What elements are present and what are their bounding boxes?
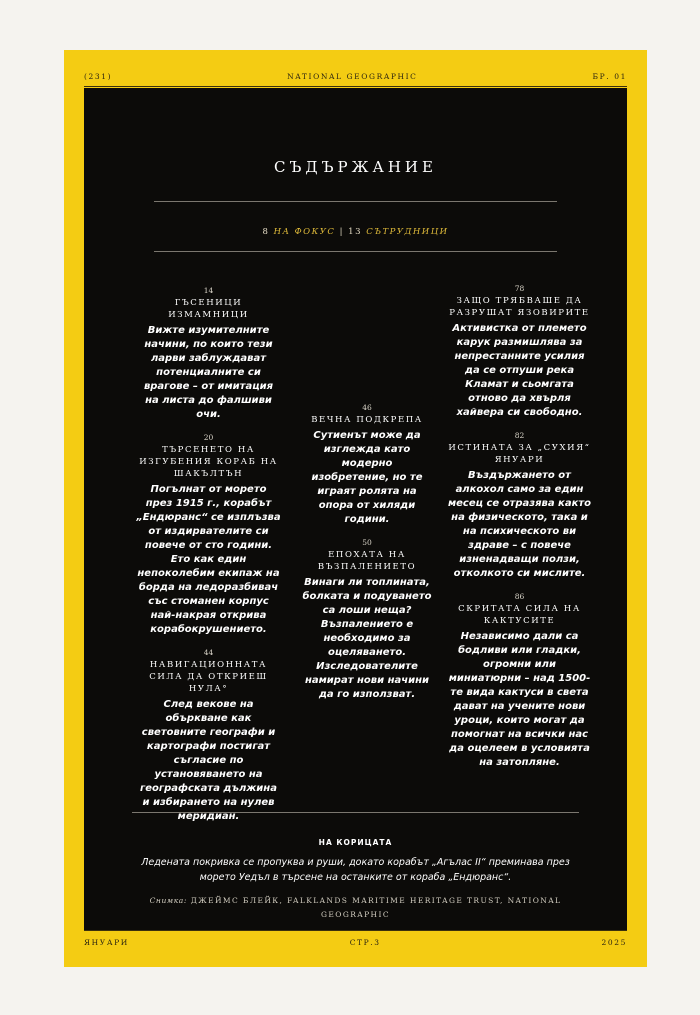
toc-item[interactable] bbox=[447, 430, 592, 581]
toc-heading: ВЕЧНА ПОДКРЕПА bbox=[311, 415, 423, 425]
featured-link-focus[interactable]: НА ФОКУС bbox=[273, 227, 336, 237]
toc-item[interactable] bbox=[302, 402, 432, 527]
featured-links bbox=[84, 227, 627, 237]
toc-summary: Въздържането от алкохол само за един месец се отразява както на физическото, така и на психическото ви здраве – с повече изненадващи ползи, отколкото си мислите. bbox=[447, 470, 592, 579]
cover-section bbox=[124, 838, 587, 922]
featured-separator: | bbox=[339, 227, 344, 237]
toc-summary: Активистка от племето карук размишлява за непрестанните усилия да се отпуши река Кламат и сьомгата отново да хвърля хайвера си свободно. bbox=[452, 323, 587, 418]
toc-summary: Вижте изумителните начини, по които тези ларви заблуждават потенциалните си врагове – от имитация на листа до фалшиви очи. bbox=[143, 325, 274, 420]
toc-heading: ТЪРСЕНЕТО НА ИЗГУБЕНИЯ КОРАБ НА ШАКЪЛТЪН bbox=[139, 445, 278, 479]
footer-month: ЯНУАРИ bbox=[84, 938, 129, 947]
toc-page-number: 50 bbox=[362, 538, 372, 547]
toc-heading: СКРИТАТА СИЛА НА КАКТУСИТЕ bbox=[458, 604, 581, 626]
toc-heading: ИСТИНАТА ЗА „СУХИЯ“ ЯНУАРИ bbox=[448, 443, 591, 465]
cover-caption: Ледената покривка се пропуква и руши, докато корабът „Агълас II“ преминава през морето Уедъл в търсене на останките от кораба „Ендюранс“. bbox=[141, 857, 570, 883]
contents-column-right bbox=[447, 283, 592, 780]
toc-summary: След векове на объркване как световните географи и картографи постигат съгласие по установяването на географската дължина и избирането на нулев меридиан. bbox=[140, 699, 277, 822]
toc-summary: Погълнат от морето през 1915 г., корабът „Ендюранс“ се изплъзва от издирвателите си повече от сто години. Ето как един непоколебим екипаж на борда на ледоразбивач със стоманен корпус най-накрая открива корабокрушението. bbox=[136, 484, 281, 635]
contents-panel bbox=[84, 88, 627, 930]
toc-item[interactable] bbox=[136, 432, 281, 637]
toc-page-number: 14 bbox=[203, 286, 214, 295]
toc-item[interactable] bbox=[447, 283, 592, 420]
edition-label: БР. 01 bbox=[592, 72, 627, 81]
toc-item[interactable] bbox=[136, 285, 281, 422]
footer-divider bbox=[84, 930, 627, 931]
issue-number: (231) bbox=[84, 72, 113, 81]
toc-item[interactable] bbox=[447, 591, 592, 770]
brand-name: NATIONAL GEOGRAPHIC bbox=[287, 72, 418, 81]
page-title: СЪДЪРЖАНИЕ bbox=[274, 158, 437, 176]
toc-item[interactable] bbox=[136, 647, 281, 824]
toc-page-number: 86 bbox=[514, 592, 525, 601]
toc-heading: ЗАЩО ТРЯБВАШЕ ДА РАЗРУШАТ ЯЗОВИРИТЕ bbox=[449, 296, 590, 318]
toc-heading: ЕПОХАТА НА ВЪЗПАЛЕНИЕТО bbox=[317, 550, 417, 572]
header-divider bbox=[84, 86, 627, 87]
page-header bbox=[84, 72, 627, 81]
featured-page-2: 13 bbox=[348, 227, 362, 237]
cover-divider bbox=[132, 812, 579, 813]
toc-summary: Сутиенът може да изглежда като модерно изобретение, но те играят ролята на опора от хиляди години. bbox=[311, 430, 423, 525]
photo-credit-names: ДЖЕЙМС БЛЕЙК, FALKLANDS MARITIME HERITAGE TRUST, NATIONAL GEOGRAPHIC bbox=[190, 896, 562, 919]
toc-page-number: 44 bbox=[203, 648, 214, 657]
page-footer bbox=[84, 938, 627, 947]
toc-page-number: 20 bbox=[203, 433, 214, 442]
toc-page-number: 46 bbox=[362, 403, 372, 412]
title-divider-bottom bbox=[154, 251, 557, 252]
cover-heading: НА КОРИЦАТА bbox=[318, 838, 393, 847]
featured-page-1: 8 bbox=[262, 227, 270, 237]
toc-item[interactable] bbox=[302, 537, 432, 702]
featured-link-contributors[interactable]: СЪТРУДНИЦИ bbox=[366, 227, 449, 237]
photo-credit bbox=[124, 894, 587, 922]
toc-page-number: 78 bbox=[514, 284, 525, 293]
toc-heading: ГЪСЕНИЦИ ИЗМАМНИЦИ bbox=[168, 298, 249, 320]
photo-credit-label: Снимка: bbox=[149, 896, 187, 905]
footer-page-number: СТР.3 bbox=[349, 938, 381, 947]
toc-summary: Независимо дали са бодливи или гладки, огромни или миниатюрни – над 1500-те вида кактуси в света дават на учените нови уроци, които могат да помогнат на всички нас да оцелеем в условията на затопляне. bbox=[448, 631, 591, 768]
toc-page-number: 82 bbox=[514, 431, 525, 440]
toc-heading: НАВИГАЦИОННАТА СИЛА ДА ОТКРИЕШ НУЛА° bbox=[149, 660, 268, 694]
toc-summary: Винаги ли топлината, болката и подуването са лоши неща? Възпалението е необходимо за оцеляването. Изследователите намират нови начини да го използват. bbox=[302, 577, 432, 700]
contents-column-middle bbox=[302, 402, 432, 712]
page-frame bbox=[64, 50, 647, 967]
contents-column-left bbox=[136, 285, 281, 834]
footer-year: 2025 bbox=[601, 938, 627, 947]
title-divider-top bbox=[154, 201, 557, 202]
